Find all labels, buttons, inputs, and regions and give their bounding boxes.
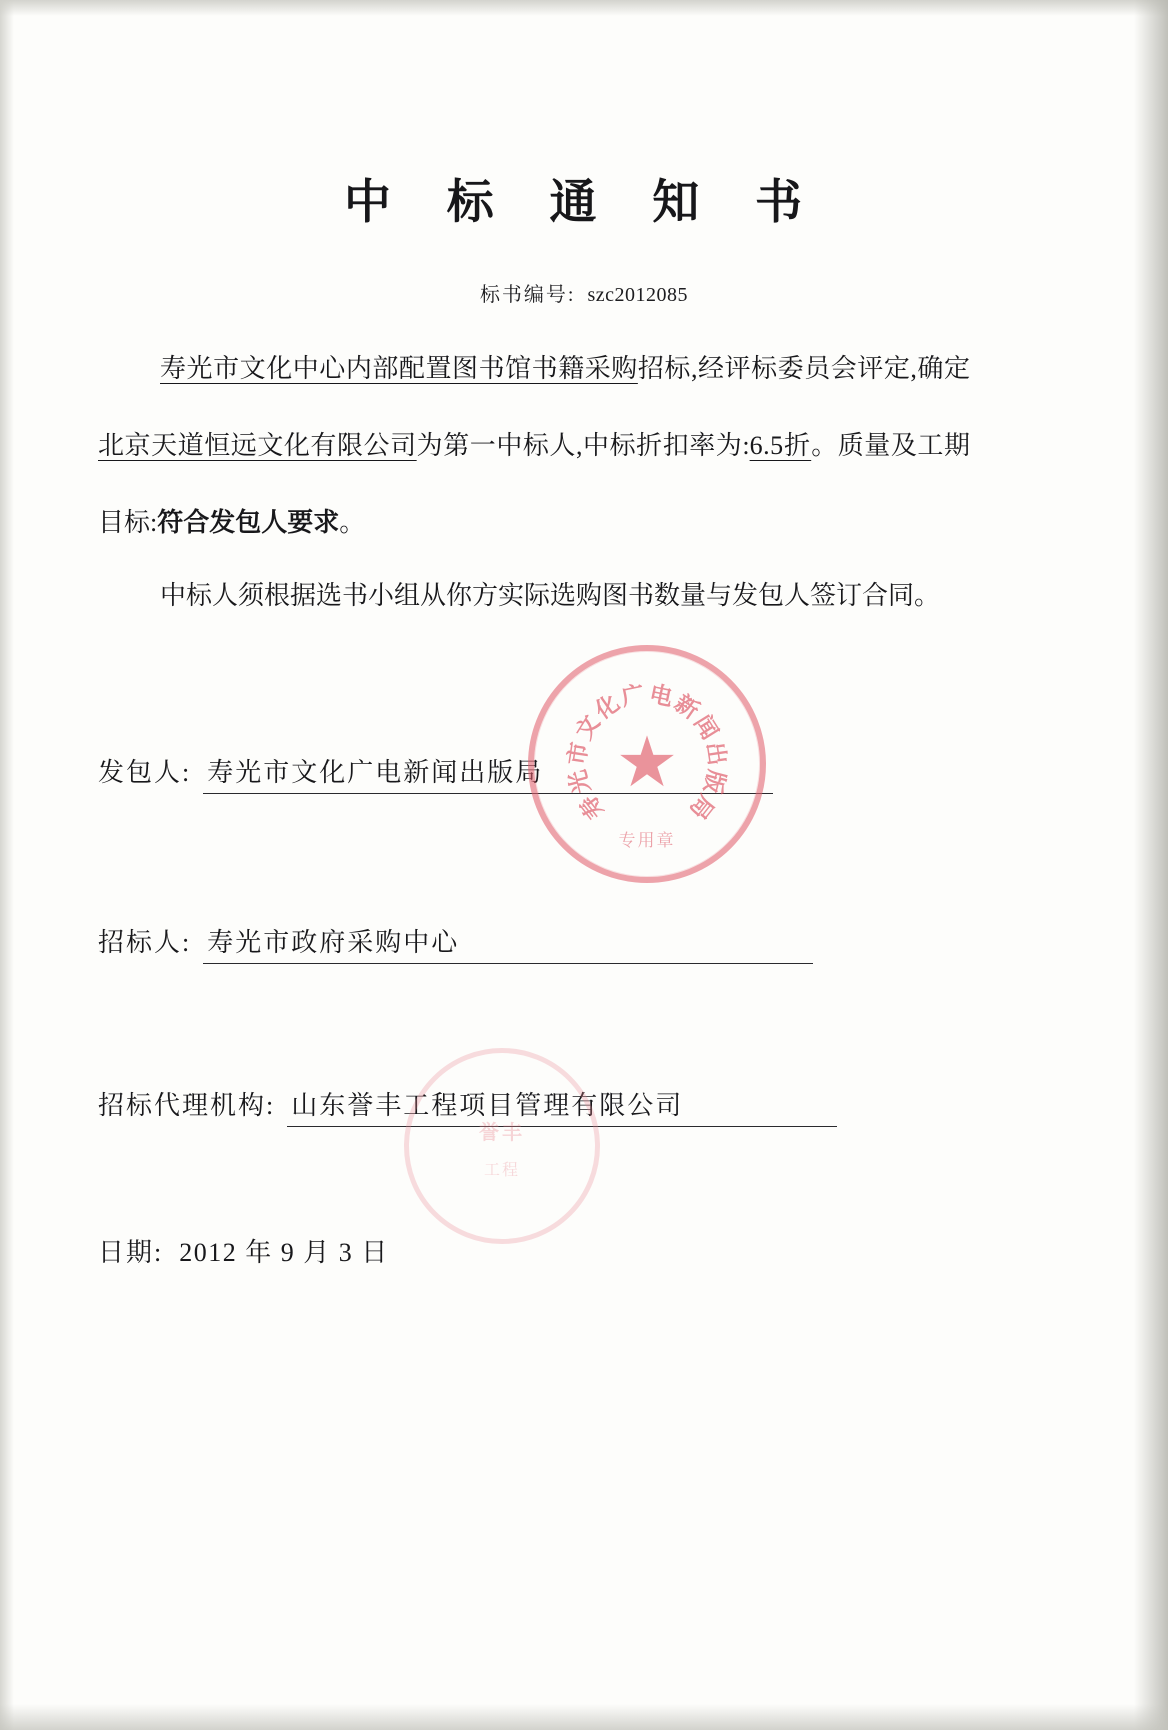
- star-icon: ★: [615, 725, 679, 802]
- seal-ring-char: 局: [684, 790, 719, 824]
- field-employer-label: 发包人:: [98, 758, 192, 787]
- field-employer: [98, 752, 773, 794]
- discount-rate: 6.5折: [749, 431, 812, 460]
- field-tenderer-value: 寿光市政府采购中心: [203, 922, 813, 964]
- seal-ring-char: 电: [647, 681, 675, 711]
- field-date-value: 2012 年 9 月 3 日: [179, 1238, 389, 1267]
- secondary-red-seal: [404, 1048, 600, 1244]
- paragraph-award-text: [98, 330, 970, 561]
- seal-ring-char: 光: [564, 767, 595, 796]
- field-date: [98, 1232, 395, 1273]
- paragraph-award-end: 。: [339, 508, 366, 537]
- bid-number-value: szc2012085: [587, 284, 689, 306]
- paragraph-award-mid1: 招标,经评标委员会评定,确定: [637, 354, 970, 383]
- project-name: 寿光市文化中心内部配置图书馆书籍采购: [160, 354, 638, 383]
- page-title: 中 标 通 知 书: [344, 177, 824, 229]
- paragraph-contract: 中标人须根据选书小组从你方实际选购图书数量与发包人签订合同。: [160, 581, 941, 610]
- field-tenderer-label: 招标人:: [98, 928, 192, 957]
- field-agency-label: 招标代理机构:: [98, 1091, 276, 1120]
- secondary-seal-subtext: 工程: [483, 1162, 520, 1180]
- seal-ring-char: 版: [699, 767, 730, 796]
- field-agency-value: 山东誉丰工程项目管理有限公司: [287, 1085, 837, 1127]
- bid-number-label: 标书编号:: [479, 284, 576, 306]
- paragraph-award: [98, 330, 970, 561]
- winner-name: 北京天道恒远文化有限公司: [98, 431, 417, 460]
- seal-ring-char: 文: [571, 710, 605, 744]
- paragraph-award-mid3: 。质量及工期目标:: [98, 431, 970, 537]
- seal-bottom-text: 专用章: [618, 831, 676, 850]
- seal-ring-char: 广: [619, 681, 647, 711]
- seal-ring-char: 出: [701, 740, 730, 767]
- field-agency: [98, 1085, 837, 1127]
- secondary-seal-text: 誉丰: [479, 1122, 525, 1145]
- seal-ring-char: 新: [670, 690, 704, 724]
- seal-ring-char: 闻: [689, 710, 723, 744]
- bid-number: [0, 278, 1168, 307]
- seal-ring-char: 市: [564, 740, 593, 767]
- field-date-label: 日期:: [98, 1238, 164, 1267]
- seal-ring-char: 寿: [575, 790, 610, 824]
- paragraph-award-mid2: 为第一中标人,中标折扣率为:: [416, 431, 750, 460]
- seal-ring-char: 化: [590, 690, 624, 724]
- quality-goal: 符合发包人要求: [157, 508, 340, 537]
- field-tenderer: [98, 922, 813, 964]
- field-employer-value: 寿光市文化广电新闻出版局: [203, 752, 773, 794]
